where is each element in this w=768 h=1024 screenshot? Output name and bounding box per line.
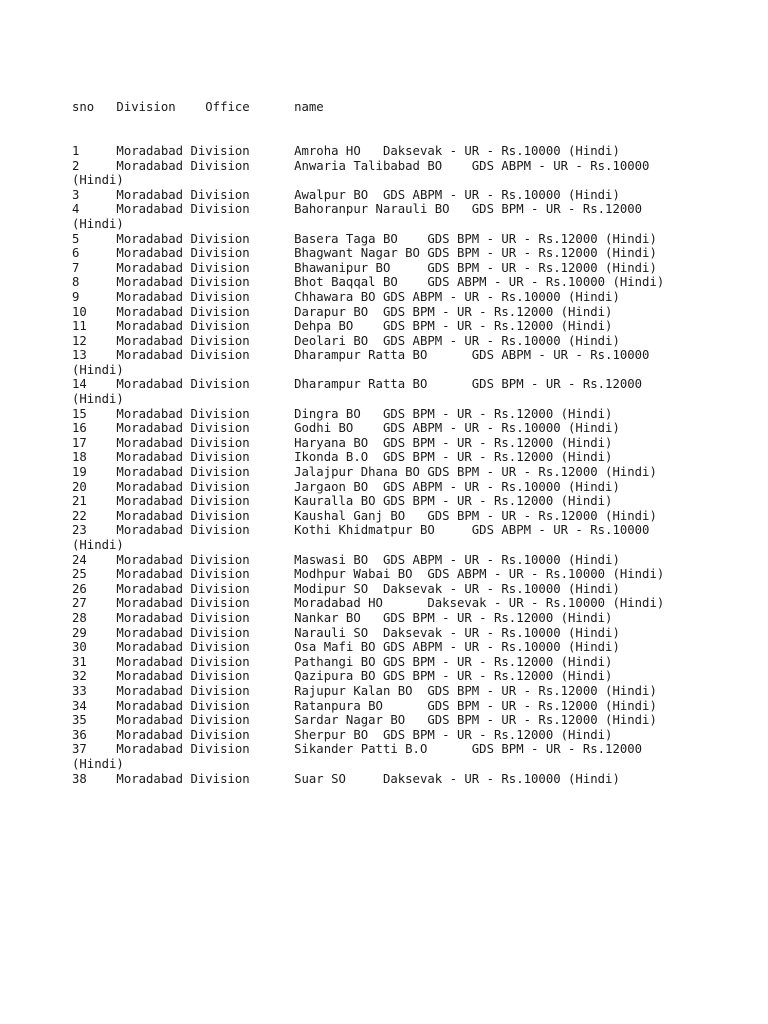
record-line: 24 Moradabad Division Maswasi BO GDS ABPM - UR - Rs.10000 (Hindi) (72, 552, 620, 567)
record-line: 23 Moradabad Division Kothi Khidmatpur BO GDS ABPM - UR - Rs.10000 (72, 523, 650, 538)
record-line: 12 Moradabad Division Deolari BO GDS ABPM - UR - Rs.10000 (Hindi) (72, 333, 620, 348)
record-line: 9 Moradabad Division Chhawara BO GDS ABPM - UR - Rs.10000 (Hindi) (72, 289, 620, 304)
record-line: 8 Moradabad Division Bhot Baqqal BO GDS ABPM - UR - Rs.10000 (Hindi) (72, 275, 665, 290)
record-line: (Hindi) (72, 392, 124, 407)
record-line: 1 Moradabad Division Amroha HO Daksevak - UR - Rs.10000 (Hindi) (72, 143, 620, 158)
record-line: 32 Moradabad Division Qazipura BO GDS BPM - UR - Rs.12000 (Hindi) (72, 669, 613, 684)
record-line: 2 Moradabad Division Anwaria Talibabad BO GDS ABPM - UR - Rs.10000 (72, 158, 650, 173)
record-list (72, 144, 712, 786)
record-line: 17 Moradabad Division Haryana BO GDS BPM - UR - Rs.12000 (Hindi) (72, 435, 613, 450)
record-line: 33 Moradabad Division Rajupur Kalan BO GDS BPM - UR - Rs.12000 (Hindi) (72, 683, 657, 698)
record-line: 22 Moradabad Division Kaushal Ganj BO GDS BPM - UR - Rs.12000 (Hindi) (72, 508, 657, 523)
record-line: (Hindi) (72, 538, 124, 552)
record-line: 11 Moradabad Division Dehpa BO GDS BPM - UR - Rs.12000 (Hindi) (72, 319, 613, 334)
record-line: 36 Moradabad Division Sherpur BO GDS BPM - UR - Rs.12000 (Hindi) (72, 727, 613, 742)
document-page (72, 71, 712, 801)
record-line: 35 Moradabad Division Sardar Nagar BO GDS BPM - UR - Rs.12000 (Hindi) (72, 713, 657, 728)
record-line: (Hindi) (72, 756, 124, 771)
record-line: 16 Moradabad Division Godhi BO GDS ABPM - UR - Rs.10000 (Hindi) (72, 421, 620, 436)
record-line: 13 Moradabad Division Dharampur Ratta BO GDS ABPM - UR - Rs.10000 (72, 348, 650, 363)
record-line: 30 Moradabad Division Osa Mafi BO GDS ABPM - UR - Rs.10000 (Hindi) (72, 640, 620, 655)
header-row: sno Division Office name (72, 100, 324, 115)
record-line: (Hindi) (72, 216, 124, 231)
record-line: 21 Moradabad Division Kauralla BO GDS BPM - UR - Rs.12000 (Hindi) (72, 494, 613, 509)
record-line: 20 Moradabad Division Jargaon BO GDS ABPM - UR - Rs.10000 (Hindi) (72, 479, 620, 494)
record-line: 7 Moradabad Division Bhawanipur BO GDS BPM - UR - Rs.12000 (Hindi) (72, 260, 657, 275)
record-line: 10 Moradabad Division Darapur BO GDS BPM - UR - Rs.12000 (Hindi) (72, 304, 613, 319)
record-line: 37 Moradabad Division Sikander Patti B.O GDS BPM - UR - Rs.12000 (72, 742, 643, 757)
record-line: 28 Moradabad Division Nankar BO GDS BPM - UR - Rs.12000 (Hindi) (72, 610, 613, 625)
record-line: 5 Moradabad Division Basera Taga BO GDS BPM - UR - Rs.12000 (Hindi) (72, 231, 657, 246)
record-line: (Hindi) (72, 173, 124, 188)
record-line: 19 Moradabad Division Jalajpur Dhana BO GDS BPM - UR - Rs.12000 (Hindi) (72, 465, 657, 480)
record-line: 15 Moradabad Division Dingra BO GDS BPM - UR - Rs.12000 (Hindi) (72, 406, 613, 421)
record-line: 18 Moradabad Division Ikonda B.O GDS BPM - UR - Rs.12000 (Hindi) (72, 450, 613, 465)
record-line: 25 Moradabad Division Modhpur Wabai BO GDS ABPM - UR - Rs.10000 (Hindi) (72, 567, 665, 582)
record-line: 3 Moradabad Division Awalpur BO GDS ABPM - UR - Rs.10000 (Hindi) (72, 187, 620, 202)
record-line: 38 Moradabad Division Suar SO Daksevak - UR - Rs.10000 (Hindi) (72, 771, 620, 786)
record-line: 34 Moradabad Division Ratanpura BO GDS BPM - UR - Rs.12000 (Hindi) (72, 698, 657, 713)
record-line: (Hindi) (72, 362, 124, 377)
record-line: 4 Moradabad Division Bahoranpur Narauli BO GDS BPM - UR - Rs.12000 (72, 202, 643, 217)
record-line: 26 Moradabad Division Modipur SO Daksevak - UR - Rs.10000 (Hindi) (72, 581, 620, 596)
record-line: 27 Moradabad Division Moradabad HO Daksevak - UR - Rs.10000 (Hindi) (72, 596, 665, 611)
record-line: 31 Moradabad Division Pathangi BO GDS BPM - UR - Rs.12000 (Hindi) (72, 654, 613, 669)
record-line: 29 Moradabad Division Narauli SO Daksevak - UR - Rs.10000 (Hindi) (72, 625, 620, 640)
record-line: 14 Moradabad Division Dharampur Ratta BO GDS BPM - UR - Rs.12000 (72, 377, 643, 392)
record-line: 6 Moradabad Division Bhagwant Nagar BO GDS BPM - UR - Rs.12000 (Hindi) (72, 246, 657, 261)
